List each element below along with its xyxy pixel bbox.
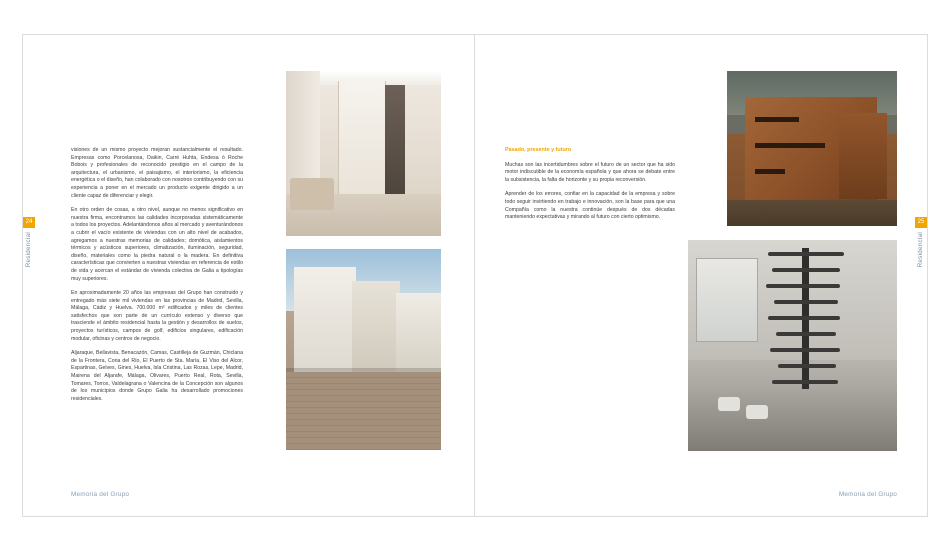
spiral-staircase-photo <box>688 240 897 451</box>
paragraph: Muchas son las incertidumbres sobre el futuro de un sector que ha sido motor indiscutible de la economía española y que ahora se debate entre la subsistencia, la falta de horizonte y su propia reconversión. <box>505 161 675 183</box>
interior-hallway-photo <box>286 71 441 236</box>
photo-detail-tread <box>772 268 840 272</box>
photo-detail-tread <box>768 316 840 320</box>
corten-steel-building-photo <box>727 71 897 226</box>
exterior-housing-photo <box>286 249 441 450</box>
document-spread <box>22 34 928 517</box>
paragraph: En aproximadamente 20 años las empresas del Grupo han construido y entregado más siete mil viviendas en las provincias de Madrid, Sevilla, Málaga, Cádiz y Huelva. 700.000 m² edificados y miles de clientes satisfechos que son parte de un currículo extenso y diverso que trasciende el ámbito residencial hasta la gestión y desarrollos de suelos, proyectos turísticos, campos de golf, edificios singulares, edificación modular, oficinas y centros de negocio. <box>71 290 243 342</box>
photo-detail-chair <box>718 397 740 411</box>
right-page <box>475 35 927 516</box>
left-page <box>23 35 475 516</box>
photo-detail-tread <box>772 380 838 384</box>
paragraph: En otro orden de cosas, a otro nivel, aunque no menos significativo en nuestra firma, encontramos las calidades incorporadas sistemáticamente a todos los proyectos. Adelantándonos años al mercado y aventurándonos a cubrir el vacío existente de viviendas con un alto nivel de acabados, agregamos a nuestras memorias de calidades; domótica, aislamientos térmicos y acústicos superiores, climatización, iluminación, seguridad, diseño, materiales como la piedra natural o la madera. En definitiva características que convierten a nuestras viviendas en referencia de estilo de vida y acercan el estándar de vivienda colectiva de Galia a tipologías muy superiores. <box>71 207 243 282</box>
photo-detail-window-slot <box>755 169 785 174</box>
paragraph: Aljaraque, Bellavista, Benacazón, Camas, Castilleja de Guzmán, Chiclana de la Frontera, Coria del Río, El Puerto de Sta. María, El Viso del Alcor, Espartinas, Gelves, Gines, Huelva, Isla Cristina, Las Rozas, Lepe, Madrid, Mairena del Aljarafe, Málaga, Olivares, Puerto Real, Rota, Sevilla, Tomares, Torrox, Valdelagrana o Valencina de la Concepción son algunos de los municipios donde Grupo Galia ha desarrollado promociones residenciales. <box>71 350 243 402</box>
right-page-number: 25 <box>915 217 927 228</box>
photo-detail-tread <box>768 252 844 256</box>
left-page-text-column <box>71 147 243 410</box>
photo-detail-chair <box>746 405 768 419</box>
photo-detail-facade-side <box>839 113 887 199</box>
photo-detail-building <box>352 281 400 377</box>
photo-detail-tread <box>778 364 836 368</box>
left-page-side-tab <box>23 215 35 269</box>
photo-detail-stone-wall <box>286 372 441 450</box>
photo-detail-window-slot <box>755 143 825 148</box>
photo-detail-door <box>385 85 405 207</box>
photo-detail-spiral-stair <box>764 248 848 398</box>
photo-detail-building <box>396 293 441 377</box>
left-page-footer: Memoria del Grupo <box>71 491 130 498</box>
right-page-subheading: Pasado, presente y futuro <box>505 147 572 153</box>
photo-detail-window-slot <box>755 117 799 122</box>
right-page-text-column <box>505 147 675 229</box>
photo-detail-building <box>294 267 356 375</box>
photo-detail-window <box>696 258 758 342</box>
paragraph: visiones de un mismo proyecto mejoran sustancialmente el resultado. Empresas como Porcelanosa, Daikin, Carré Huhta, Endesa ó Roche Bobois y profesionales de reconocido prestigio en el campo de la arquitectura, el urbanismo, el paisajismo, el interiorismo, la eficiencia energética o el diseño, han colaborado con nosotros contribuyendo con su experiencia a poner en el mercado un producto exigente dirigido a un cliente capaz de diferenciar y elegir. <box>71 147 243 199</box>
right-page-side-tab <box>915 215 927 269</box>
photo-detail-doorframe <box>338 81 386 201</box>
left-page-number: 24 <box>23 217 35 228</box>
photo-detail-sofa <box>290 178 334 210</box>
paragraph: Aprender de los errores, confiar en la capacidad de la empresa y sobre todo seguir invirtiendo en trabajo e innovación, son la base para que una Compañía como la nuestra continúe después de dos décadas manteniendo expectativas y mirando al futuro con cierto optimismo. <box>505 191 675 221</box>
photo-detail-tread <box>774 300 838 304</box>
left-section-label: Residencial <box>25 232 32 268</box>
photo-detail-ground <box>727 200 897 226</box>
photo-detail-tread <box>770 348 840 352</box>
photo-detail-tread <box>766 284 840 288</box>
photo-detail-tread <box>776 332 836 336</box>
right-section-label: Residencial <box>917 232 924 268</box>
right-page-footer: Memoria del Grupo <box>838 491 897 498</box>
